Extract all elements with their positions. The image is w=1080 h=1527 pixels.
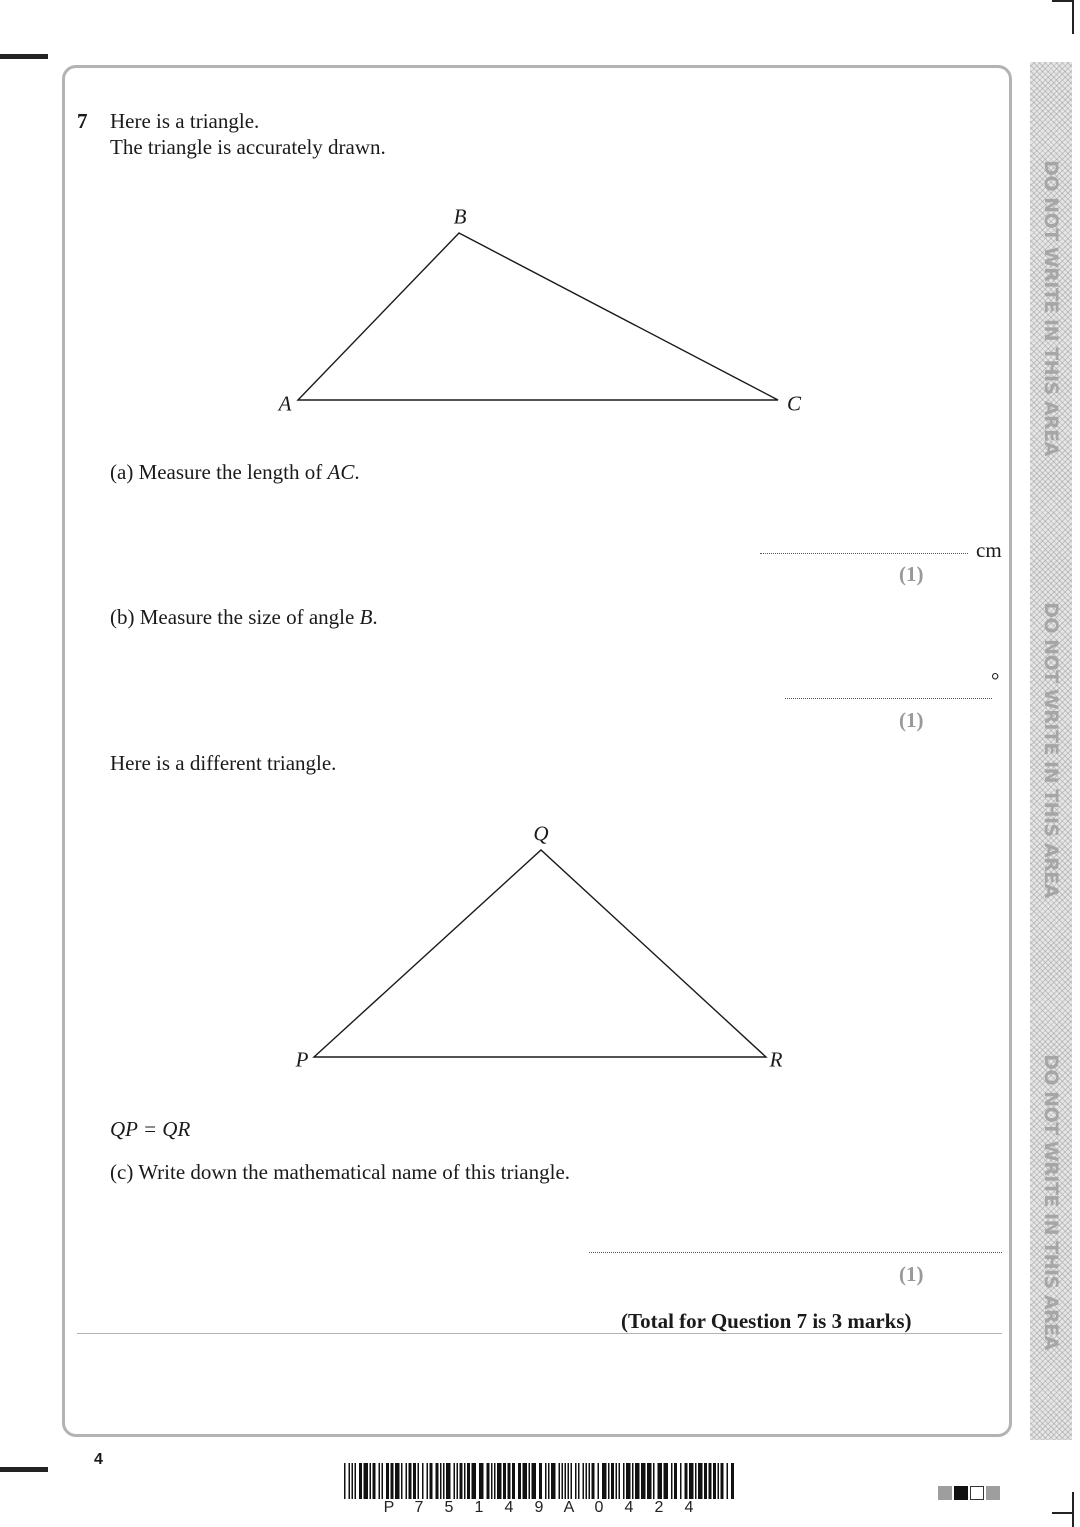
barcode-bar bbox=[680, 1463, 682, 1499]
barcode-bar bbox=[472, 1463, 477, 1499]
barcode-bar bbox=[623, 1463, 625, 1499]
barcode-bar bbox=[559, 1463, 561, 1499]
barcode-bar bbox=[457, 1463, 459, 1499]
part-b-marks: (1) bbox=[899, 708, 924, 732]
equal-sides-equation: QP = QR bbox=[110, 1117, 191, 1141]
barcode-bar bbox=[647, 1463, 652, 1499]
barcode-bar bbox=[592, 1463, 595, 1499]
barcode bbox=[344, 1463, 736, 1501]
barcode-bar bbox=[491, 1463, 493, 1499]
barcode-digit: 2 bbox=[654, 1499, 664, 1516]
barcode-bar bbox=[464, 1463, 466, 1499]
barcode-bar bbox=[608, 1463, 610, 1499]
barcode-digit: 4 bbox=[504, 1499, 514, 1516]
barcode-bar bbox=[689, 1463, 694, 1499]
barcode-digit: P bbox=[383, 1499, 395, 1516]
barcode-bar bbox=[583, 1463, 585, 1499]
barcode-bar bbox=[731, 1463, 734, 1499]
barcode-digit: A bbox=[563, 1499, 575, 1516]
triangle-abc bbox=[298, 233, 778, 400]
barcode-bar bbox=[727, 1463, 729, 1499]
barcode-bar bbox=[413, 1463, 416, 1499]
do-not-write-label-2: DO NOT WRITE IN THIS AREA bbox=[1040, 602, 1062, 898]
barcode-bar bbox=[379, 1463, 381, 1499]
barcode-bar bbox=[443, 1463, 445, 1499]
barcode-bar bbox=[418, 1463, 420, 1499]
do-not-write-label-3: DO NOT WRITE IN THIS AREA bbox=[1040, 1054, 1062, 1350]
barcode-bar bbox=[598, 1463, 600, 1499]
barcode-bar bbox=[391, 1463, 394, 1499]
barcode-bar bbox=[545, 1463, 547, 1499]
barcode-bar bbox=[674, 1463, 677, 1499]
barcode-digit: 1 bbox=[474, 1499, 484, 1516]
barcode-bar bbox=[479, 1463, 484, 1499]
barcode-bar bbox=[523, 1463, 528, 1499]
barcode-bar bbox=[721, 1463, 724, 1499]
barcode-bar bbox=[460, 1463, 463, 1499]
barcode-digit: 7 bbox=[414, 1499, 424, 1516]
barcode-bar bbox=[467, 1463, 470, 1499]
barcode-bar bbox=[685, 1463, 688, 1499]
barcode-bar bbox=[632, 1463, 634, 1499]
vertex-label-a: A bbox=[278, 391, 292, 416]
barcode-bar bbox=[512, 1463, 515, 1499]
barcode-bar bbox=[487, 1463, 490, 1499]
barcode-bar bbox=[382, 1463, 384, 1499]
barcode-bar bbox=[709, 1463, 712, 1499]
barcode-bar bbox=[454, 1463, 456, 1499]
barcode-number bbox=[374, 1499, 704, 1517]
barcode-bar bbox=[349, 1463, 351, 1499]
part-b-label: (b) bbox=[110, 605, 135, 629]
barcode-bar bbox=[695, 1463, 697, 1499]
barcode-digit: 5 bbox=[444, 1499, 454, 1516]
question-number: 7 bbox=[77, 109, 88, 133]
barcode-bar bbox=[344, 1463, 346, 1499]
marker-square-3 bbox=[970, 1486, 984, 1500]
barcode-bar bbox=[359, 1463, 362, 1499]
barcode-bar bbox=[571, 1463, 573, 1499]
barcode-bar bbox=[386, 1463, 389, 1499]
part-a-unit: cm bbox=[976, 538, 1002, 562]
barcode-bar bbox=[406, 1463, 408, 1499]
part-a-side-name: AC bbox=[327, 460, 355, 484]
part-b-angle-name: B bbox=[359, 605, 373, 629]
barcode-bar bbox=[718, 1463, 720, 1499]
part-c-marks: (1) bbox=[899, 1262, 924, 1286]
marker-square-2 bbox=[954, 1486, 968, 1500]
barcode-bar bbox=[430, 1463, 433, 1499]
crop-mark-bottom-right-v bbox=[1072, 1492, 1074, 1527]
barcode-bar bbox=[664, 1463, 669, 1499]
part-b-answer-line[interactable] bbox=[785, 698, 992, 699]
crop-mark-bottom-left bbox=[0, 1467, 48, 1472]
barcode-bar bbox=[575, 1463, 577, 1499]
part-b-text: Measure the size of angle bbox=[139, 605, 355, 629]
marker-square-4 bbox=[986, 1486, 1000, 1500]
part-c-answer-line[interactable] bbox=[589, 1252, 1002, 1253]
barcode-digit: 0 bbox=[594, 1499, 604, 1516]
barcode-bar bbox=[355, 1463, 357, 1499]
barcode-bar bbox=[551, 1463, 556, 1499]
barcode-bar bbox=[671, 1463, 673, 1499]
barcode-bar bbox=[653, 1463, 655, 1499]
barcode-bar bbox=[427, 1463, 429, 1499]
barcode-bar bbox=[589, 1463, 591, 1499]
marker-square-1 bbox=[938, 1486, 952, 1500]
barcode-bar bbox=[364, 1463, 369, 1499]
barcode-digit: 4 bbox=[624, 1499, 634, 1516]
barcode-bar bbox=[658, 1463, 663, 1499]
part-a-label: (a) bbox=[110, 460, 134, 484]
barcode-bar bbox=[619, 1463, 621, 1499]
part-b-question bbox=[110, 604, 378, 630]
do-not-write-label-1: DO NOT WRITE IN THIS AREA bbox=[1040, 160, 1062, 456]
barcode-bar bbox=[494, 1463, 496, 1499]
page-marker-squares bbox=[938, 1486, 1000, 1500]
part-a-marks: (1) bbox=[899, 562, 924, 586]
barcode-bar bbox=[602, 1463, 607, 1499]
barcode-bar bbox=[568, 1463, 570, 1499]
question-end-rule bbox=[77, 1333, 1002, 1334]
barcode-bar bbox=[562, 1463, 564, 1499]
barcode-bar bbox=[616, 1463, 618, 1499]
barcode-digit: 9 bbox=[534, 1499, 544, 1516]
part-c-text: Write down the mathematical name of this triangle. bbox=[138, 1160, 571, 1184]
vertex-label-p: P bbox=[295, 1047, 309, 1072]
barcode-bar bbox=[395, 1463, 400, 1499]
barcode-bar bbox=[497, 1463, 502, 1499]
barcode-bar bbox=[704, 1463, 707, 1499]
barcode-bar bbox=[586, 1463, 588, 1499]
barcode-bar bbox=[518, 1463, 521, 1499]
crop-mark-bottom-right-h bbox=[1052, 1512, 1074, 1514]
crop-mark-top-right-v bbox=[1072, 0, 1074, 34]
crop-mark-top-right-h bbox=[1052, 0, 1074, 2]
question-intro-line-1: Here is a triangle. bbox=[110, 109, 260, 133]
barcode-bar bbox=[422, 1463, 424, 1499]
barcode-bar bbox=[532, 1463, 537, 1499]
barcode-bar bbox=[626, 1463, 631, 1499]
barcode-bar bbox=[373, 1463, 376, 1499]
vertex-label-q: Q bbox=[533, 821, 549, 846]
different-triangle-text: Here is a different triangle. bbox=[110, 751, 337, 775]
barcode-digit: 4 bbox=[684, 1499, 694, 1516]
barcode-bar bbox=[611, 1463, 614, 1499]
vertex-label-b: B bbox=[453, 204, 467, 229]
vertex-label-c: C bbox=[786, 391, 802, 416]
barcode-bar bbox=[401, 1463, 403, 1499]
part-b-degree-unit: ° bbox=[991, 668, 1000, 692]
barcode-bar bbox=[635, 1463, 640, 1499]
barcode-bar bbox=[352, 1463, 354, 1499]
barcode-bar bbox=[641, 1463, 646, 1499]
page-number: 4 bbox=[94, 1451, 103, 1468]
barcode-bar bbox=[565, 1463, 567, 1499]
barcode-bar bbox=[548, 1463, 550, 1499]
triangle-pqr bbox=[314, 850, 766, 1057]
barcode-bar bbox=[436, 1463, 439, 1499]
barcode-bar bbox=[508, 1463, 511, 1499]
vertex-label-r: R bbox=[769, 1047, 783, 1072]
barcode-bar bbox=[503, 1463, 506, 1499]
barcode-bar bbox=[446, 1463, 451, 1499]
barcode-bar bbox=[409, 1463, 412, 1499]
part-a-question bbox=[110, 459, 360, 485]
barcode-bar bbox=[539, 1463, 542, 1499]
part-a-text: Measure the length of bbox=[138, 460, 323, 484]
part-a-answer-line[interactable] bbox=[760, 553, 968, 554]
barcode-bar bbox=[698, 1463, 703, 1499]
barcode-bar bbox=[440, 1463, 442, 1499]
question-total: (Total for Question 7 is 3 marks) bbox=[621, 1309, 912, 1333]
part-b-period: . bbox=[372, 605, 378, 629]
barcode-bar bbox=[370, 1463, 372, 1499]
part-a-period: . bbox=[354, 460, 360, 484]
part-c-label: (c) bbox=[110, 1160, 134, 1184]
barcode-bar bbox=[713, 1463, 716, 1499]
part-c-question bbox=[110, 1159, 570, 1185]
question-intro-line-2: The triangle is accurately drawn. bbox=[110, 135, 386, 159]
barcode-bar bbox=[529, 1463, 531, 1499]
barcode-bar bbox=[578, 1463, 580, 1499]
